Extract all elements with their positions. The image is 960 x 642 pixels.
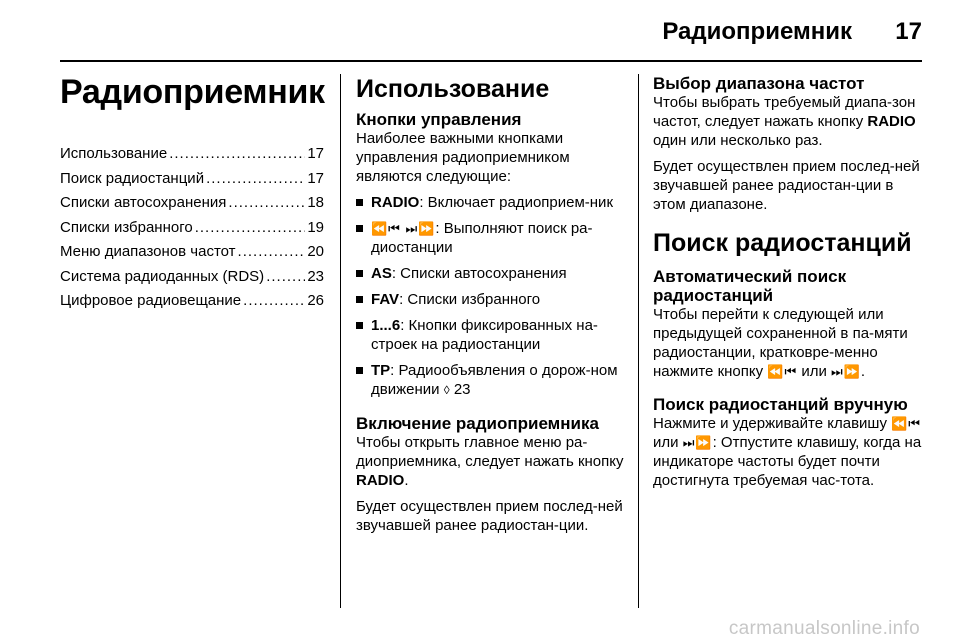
page-reference-icon: ◊ xyxy=(443,383,450,397)
key-presets: 1...6 xyxy=(371,317,401,334)
toc-page: 18 xyxy=(307,194,324,211)
toc-label: Цифровое радиовещание xyxy=(60,292,242,309)
key-radio: RADIO xyxy=(356,472,405,489)
page-header xyxy=(60,0,922,62)
column-divider xyxy=(340,74,341,608)
bullet-square xyxy=(356,270,363,277)
list-item: 1...6: Кнопки фиксированных на-строек на радиостанции xyxy=(356,316,624,354)
toc-label: Использование xyxy=(60,145,168,162)
toc-item[interactable] xyxy=(60,240,324,265)
bullet-square xyxy=(356,225,363,232)
toc-leader xyxy=(228,191,305,216)
controls-intro: Наиболее важными кнопками управления радиоприемником являются следующие: xyxy=(356,130,570,185)
toc-item[interactable] xyxy=(60,191,324,216)
header-rule xyxy=(60,60,922,62)
toc-item[interactable] xyxy=(60,265,324,290)
key-as: AS xyxy=(371,265,392,282)
seek-buttons-icon: ⏪⏮ ⏭⏩ xyxy=(371,221,436,236)
toc-label: Поиск радиостанций xyxy=(60,169,205,187)
toc-label: Списки автосохранения xyxy=(60,194,227,211)
toc-leader xyxy=(206,167,305,192)
toc-leader xyxy=(195,216,306,241)
list-item: AS: Списки автосохранения xyxy=(356,264,624,283)
column-usage xyxy=(356,74,624,535)
seek-back-icon: ⏪⏮ xyxy=(767,364,798,379)
toc-label: Система радиоданных (RDS) xyxy=(60,267,265,285)
toc-page: 23 xyxy=(307,267,324,285)
list-item: FAV: Списки избранного xyxy=(356,290,624,309)
toc-page: 17 xyxy=(307,169,324,187)
controls-list xyxy=(356,193,624,400)
manual-search-text: Нажмите и удерживайте клавишу ⏪⏮ или ⏭⏩: Отпустите клавишу, когда на индикаторе частоты будет почти достигнута требуемая час-тота. xyxy=(653,415,922,489)
toc-page: 20 xyxy=(307,243,324,260)
key-fav: FAV xyxy=(371,291,400,308)
seek-back-icon: ⏪⏮ xyxy=(891,416,922,431)
subheading-auto-search: Автоматический поиск радиостанций xyxy=(653,267,847,305)
band-text: Чтобы выбрать требуемый диапа-зон частот, следует нажать кнопку RADIO один или несколько раз. xyxy=(653,94,916,149)
list-item: ⏪⏮ ⏭⏩: Выполняют поиск ра-диостанции xyxy=(356,219,624,257)
toc-leader xyxy=(266,265,305,290)
toc-item[interactable] xyxy=(60,142,324,167)
column-divider xyxy=(638,74,639,608)
subheading-manual-search: Поиск радиостанций вручную xyxy=(653,395,908,414)
list-item: RADIO: Включает радиоприем-ник xyxy=(356,193,624,212)
chapter-title: Радиоприемник xyxy=(60,73,325,111)
section-heading-usage: Использование xyxy=(356,75,550,103)
toc-label: Меню диапазонов частот xyxy=(60,243,236,260)
toc-list xyxy=(60,142,324,314)
page-reference[interactable]: 23 xyxy=(453,381,471,398)
seek-forward-icon: ⏭⏩ xyxy=(682,435,713,450)
running-title: Радиоприемник xyxy=(662,18,852,45)
seek-forward-icon: ⏭⏩ xyxy=(831,364,861,379)
subheading-switch-on: Включение радиоприемника xyxy=(356,414,599,433)
toc-item[interactable] xyxy=(60,167,324,192)
watermark: carmanualsonline.info xyxy=(728,618,920,639)
auto-search-text: Чтобы перейти к следующей или предыдущей сохраненной в па-мяти радиостанции, кратковре-менно нажмите кнопку ⏪⏮ или ⏭⏩. xyxy=(653,306,908,380)
list-item: TP: Радиообъявления о дорож-ном движении ◊ 23 xyxy=(356,361,624,400)
toc-leader xyxy=(243,289,305,314)
bullet-square xyxy=(356,296,363,303)
page-number: 17 xyxy=(895,18,922,45)
switch-on-result: Будет осуществлен прием послед-ней звучавшей ранее радиостан-ции. xyxy=(356,498,623,534)
toc-label: Списки избранного xyxy=(60,218,193,236)
subheading-band: Выбор диапазона частот xyxy=(653,74,865,93)
switch-on-text: Чтобы открыть главное меню ра-диоприемника, следует нажать кнопку RADIO. xyxy=(356,434,624,489)
bullet-square xyxy=(356,199,363,206)
key-radio: RADIO xyxy=(867,113,916,130)
toc-leader xyxy=(238,240,306,265)
subheading-controls: Кнопки управления xyxy=(356,110,522,129)
toc-item[interactable] xyxy=(60,289,324,314)
column-toc xyxy=(60,74,324,314)
toc-page: 19 xyxy=(307,218,324,236)
toc-leader xyxy=(169,142,305,167)
toc-item[interactable] xyxy=(60,216,324,241)
toc-page: 17 xyxy=(307,145,324,162)
toc-page: 26 xyxy=(307,292,324,309)
bullet-square xyxy=(356,322,363,329)
bullet-square xyxy=(356,367,363,374)
key-tp: TP xyxy=(371,362,391,379)
section-heading-search: Поиск радиостанций xyxy=(653,229,912,257)
band-result: Будет осуществлен прием послед-ней звучавшей ранее радиостан-ции в этом диапазоне. xyxy=(653,158,920,213)
key-radio: RADIO xyxy=(371,194,420,211)
column-band-search xyxy=(653,74,928,490)
